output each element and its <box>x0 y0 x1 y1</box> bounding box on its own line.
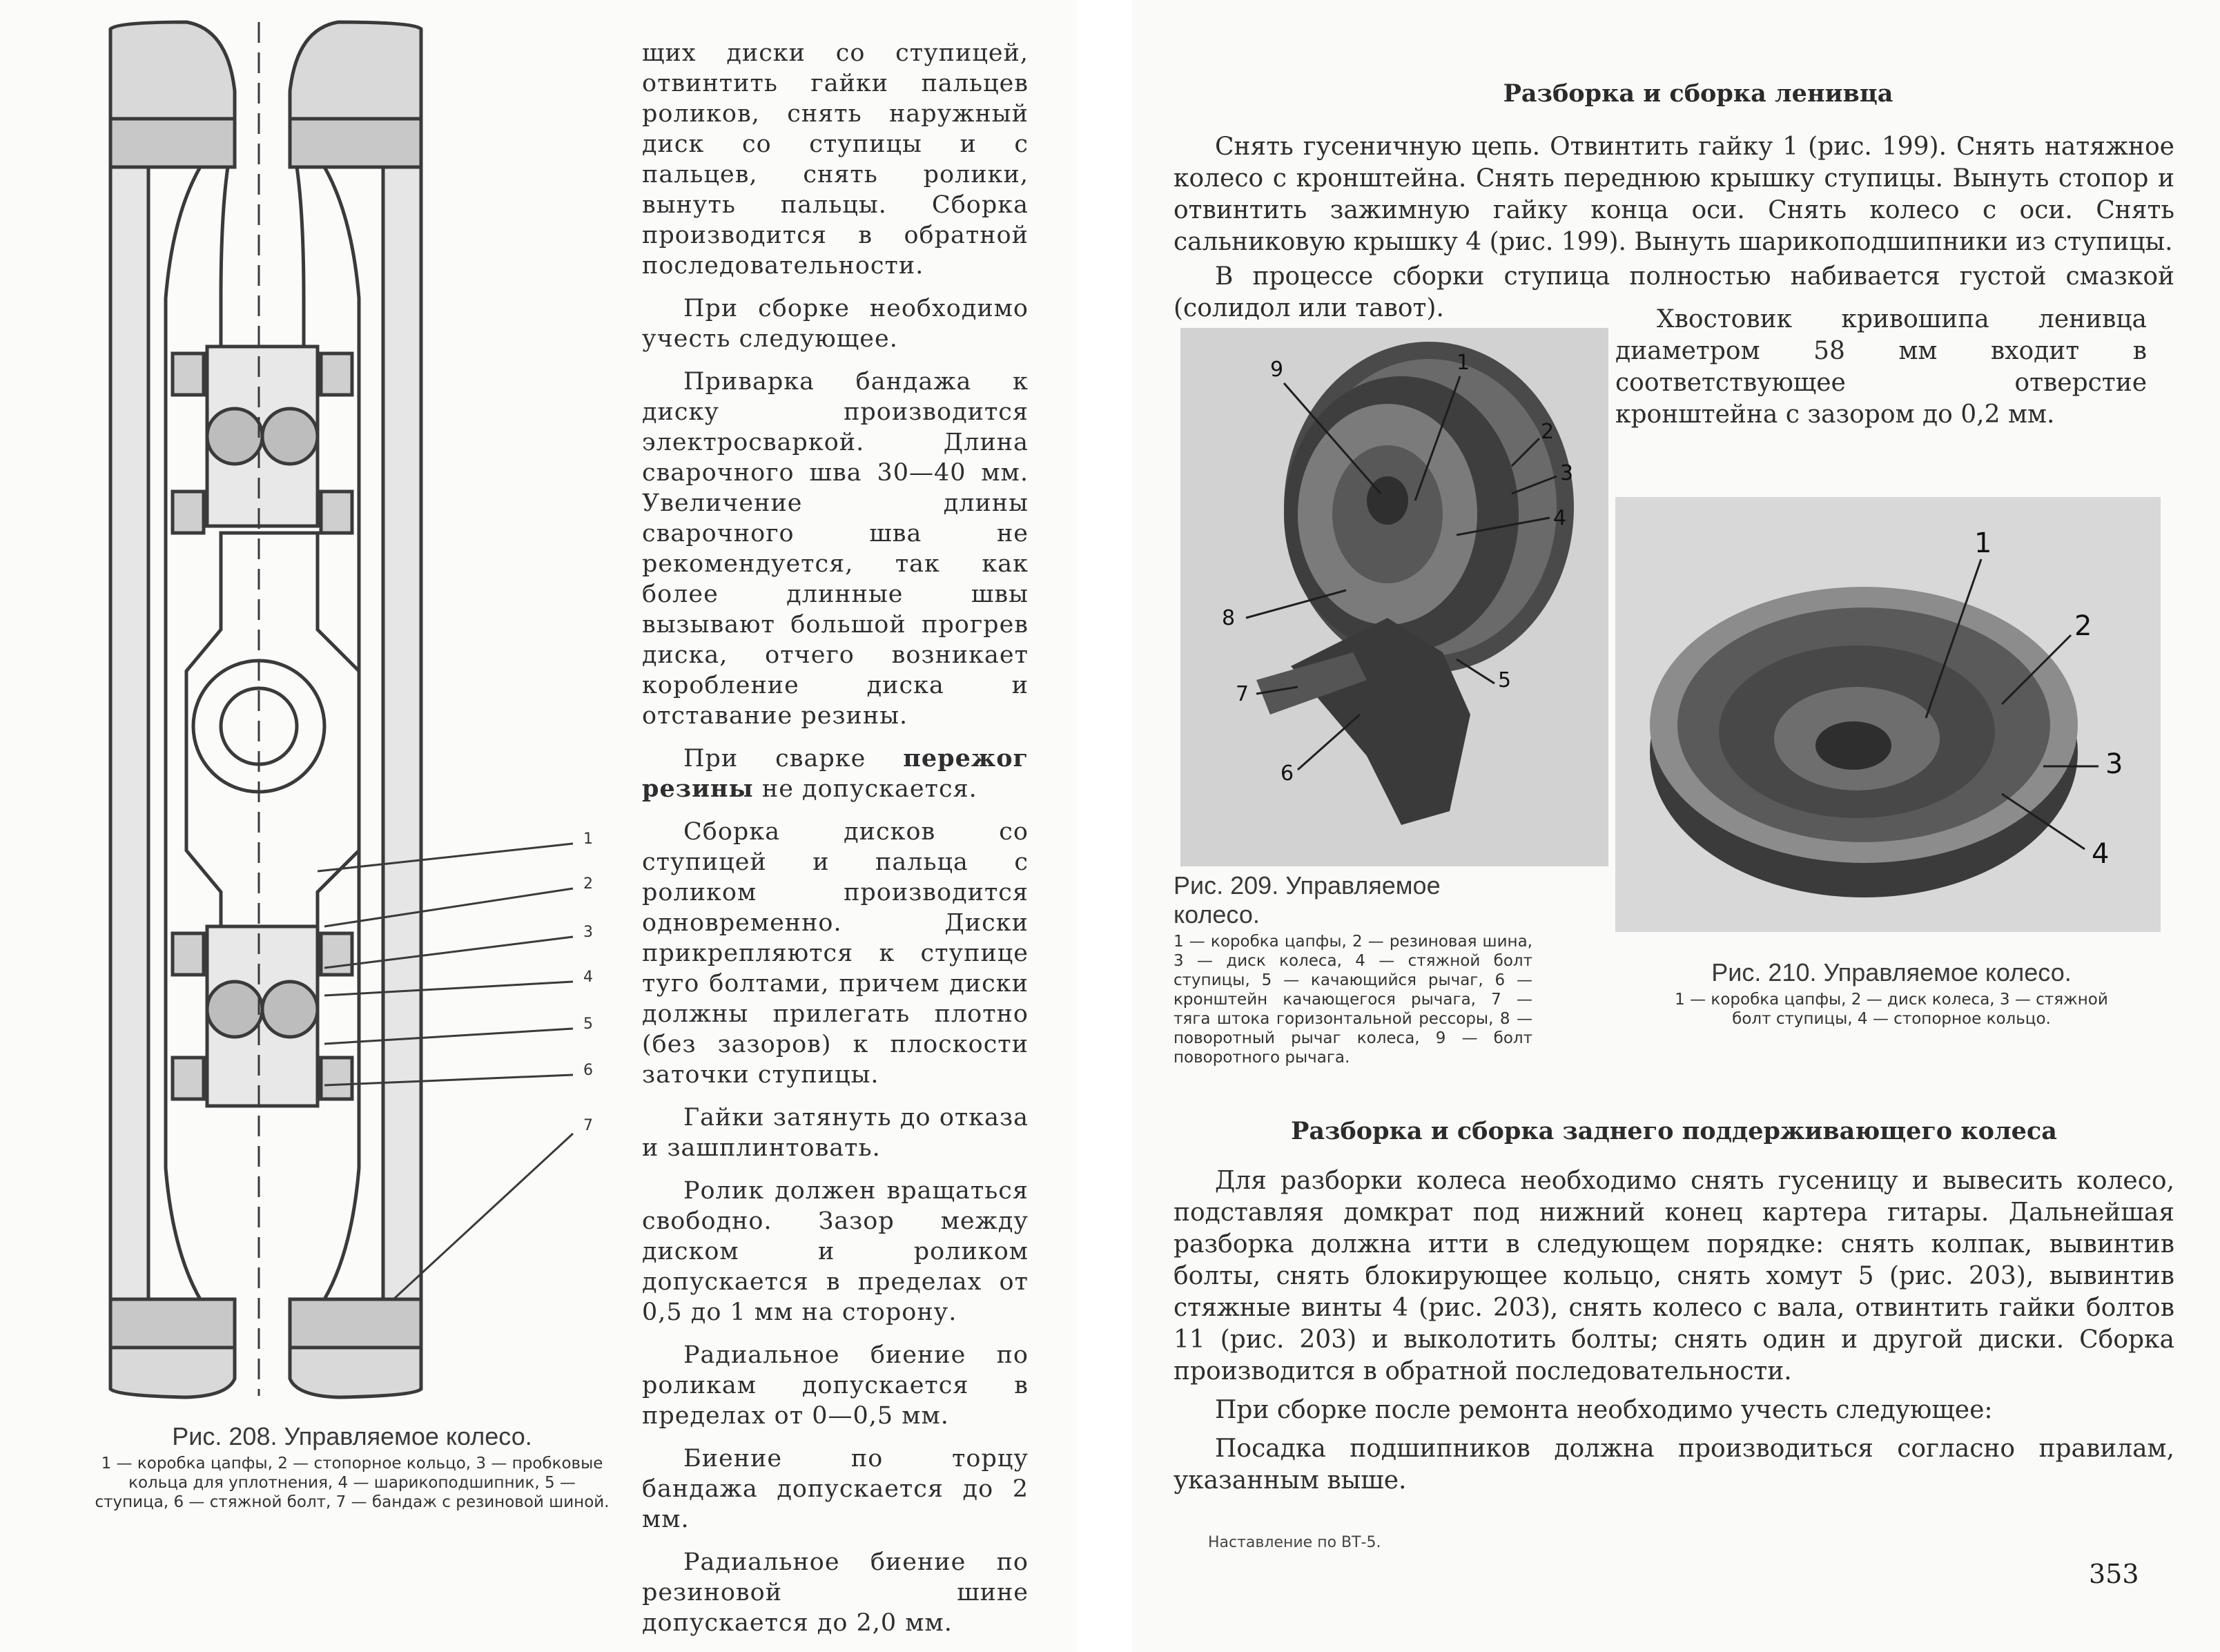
fig209-callout-5: 5 <box>1498 668 1512 692</box>
paragraph: При сборке необходимо учесть следующее. <box>642 295 1029 353</box>
fig208-callout-2: 2 <box>583 875 593 893</box>
figure-208-caption <box>90 1422 614 1512</box>
fig208-callout-3: 3 <box>583 924 593 941</box>
figure-210-caption <box>1664 958 2119 1029</box>
figure-209-photo <box>1180 328 1608 866</box>
emphasis: пережог резины <box>642 744 1029 803</box>
fig210-callout-3: 3 <box>2105 748 2123 780</box>
figure-209-title: Рис. 209. Управляемое колесо. <box>1174 871 1441 929</box>
paragraph: Снять гусеничную цепь. Отвинтить гайку 1 (рис. 199). Снять натяжное колесо с кронштейна. Снять переднюю крышку ступицы. Вынуть стопор и отвинтить зажимную гайку конца оси. Снять колесо с оси. Снять сальниковую крышку 4 (рис. 199). Вынуть шарикоподшипники из ступицы. <box>1174 133 2174 256</box>
page-number: 353 <box>2089 1559 2139 1589</box>
fig208-callout-4: 4 <box>583 969 593 986</box>
figure-208-wheel-section <box>90 8 642 1403</box>
figure-210-legend: 1 — коробка цапфы, 2 — диск колеса, 3 — стяжной болт ступицы, 4 — стопорное кольцо. <box>1675 991 2108 1028</box>
fig208-callout-1: 1 <box>583 830 593 848</box>
paragraph: Хвостовик кривошипа ленивца диаметром 58 мм входит в соответствующее отверстие кронштейна с зазором до 0,2 мм. <box>1615 305 2147 429</box>
paragraph: Ролик должен вращаться свободно. Зазор между диском и роликом допускается в пределах от 0,5 до 1 мм на сторону. <box>642 1177 1029 1326</box>
section-title-rear-wheel: Разборка и сборка заднего поддерживающего колеса <box>1291 1117 2057 1145</box>
fig208-callout-5: 5 <box>583 1016 593 1033</box>
fig209-callout-6: 6 <box>1281 761 1294 786</box>
paragraph: Гайки затянуть до отказа и зашплинтовать. <box>642 1104 1029 1162</box>
fig210-callout-4: 4 <box>2092 838 2110 870</box>
fig209-callout-2: 2 <box>1541 420 1555 444</box>
fig208-callout-7: 7 <box>583 1117 593 1134</box>
figure-209-drawing <box>1180 328 1608 866</box>
figure-208-legend: 1 — коробка цапфы, 2 — стопорное кольцо, 3 — пробковые кольца для уплотнения, 4 — шарикоподшипник, 5 — ступица, 6 — стяжной болт, 7 — бандаж с резиновой шиной. <box>95 1455 610 1511</box>
fig209-callout-3: 3 <box>1560 461 1574 485</box>
idler-text-top <box>1174 131 2174 327</box>
rear-wheel-text <box>1174 1165 2174 1504</box>
figure-208-drawing <box>90 8 642 1403</box>
paragraph: Биение по торцу бандажа допускается до 2 мм. <box>642 1445 1029 1533</box>
fig209-callout-4: 4 <box>1553 506 1567 530</box>
paragraph: Радиальное биение по резиновой шине допускается до 2,0 мм. <box>642 1548 1029 1637</box>
figure-209-legend: 1 — коробка цапфы, 2 — резиновая шина, 3 — диск колеса, 4 — стяжной болт ступицы, 5 — качающийся рычаг, 6 — кронштейн качающегося рычага, 7 — тяга штока горизонтальной рессоры, 8 — поворотный рычаг колеса, 9 — болт поворотного рычага. <box>1174 933 1532 1067</box>
fig209-callout-7: 7 <box>1236 682 1249 706</box>
footnote: Наставление по ВТ-5. <box>1208 1534 1381 1551</box>
figure-210-photo <box>1615 497 2161 932</box>
fig209-callout-8: 8 <box>1222 606 1236 630</box>
paragraph: Радиальное биение по роликам допускается в пределах от 0—0,5 мм. <box>642 1341 1029 1430</box>
paragraph: В процессе сборки ступица полностью набивается густой смазкой (солидол или тавот). <box>1174 262 2174 322</box>
figure-210-title: Рис. 210. Управляемое колесо. <box>1711 958 2072 987</box>
left-page <box>0 0 1077 1652</box>
right-page <box>1132 0 2220 1652</box>
idler-text-side <box>1615 304 2147 431</box>
fig209-callout-9: 9 <box>1270 358 1284 382</box>
paragraph: Посадка подшипников должна производиться согласно правилам, указанным выше. <box>1174 1435 2174 1495</box>
paragraph: Приварка бандажа к диску производится электросваркой. Длина сварочного шва 30—40 мм. Увеличение длины сварочного шва не рекомендуется, так как более длинные швы вызывают большой прогрев диска, отчего возникает коробление диска и отставание резины. <box>642 368 1029 730</box>
section-title-idler: Разборка и сборка ленивца <box>1503 79 1893 108</box>
paragraph: Для разборки колеса необходимо снять гусеницу и вывесить колесо, подставляя домкрат под нижний конец картера гитары. Дальнейшая разборка должна итти в следующем порядке: снять колпак, вывинтив болты, снять блокирующее кольцо, снять хомут 5 (рис. 203), вывинтив стяжные винты 4 (рис. 203), снять колесо с вала, отвинтить гайки болтов 11 (рис. 203) и выколотить болты; снять один и другой диски. Сборка производится в обратной последовательности. <box>1174 1167 2174 1386</box>
fig209-callout-1: 1 <box>1457 351 1470 375</box>
paragraph: Сборка дисков со ступицей и пальца с роликом производится одновременно. Диски прикрепляются к ступице туго болтами, причем диски должны прилегать плотно (без зазоров) к плоскости заточки ступицы. <box>642 818 1029 1089</box>
figure-210-drawing <box>1615 497 2161 932</box>
fig208-callout-6: 6 <box>583 1062 593 1079</box>
fig210-callout-2: 2 <box>2074 610 2092 642</box>
paragraph: щих диски со ступицей, отвинтить гайки пальцев роликов, снять наружный диск со ступицы и с пальцев, снять ролики, вынуть пальцы. Сборка производится в обратной последовательности. <box>642 39 1029 280</box>
figure-209-caption <box>1174 871 1532 1067</box>
left-text-column <box>642 38 1029 1651</box>
fig210-callout-1: 1 <box>1974 527 1992 559</box>
welding-paragraph: При сварке пережог резины не допускается. <box>642 744 1029 803</box>
figure-208-title: Рис. 208. Управляемое колесо. <box>172 1422 532 1450</box>
paragraph: При сборке после ремонта необходимо учесть следующее: <box>1215 1396 1993 1424</box>
